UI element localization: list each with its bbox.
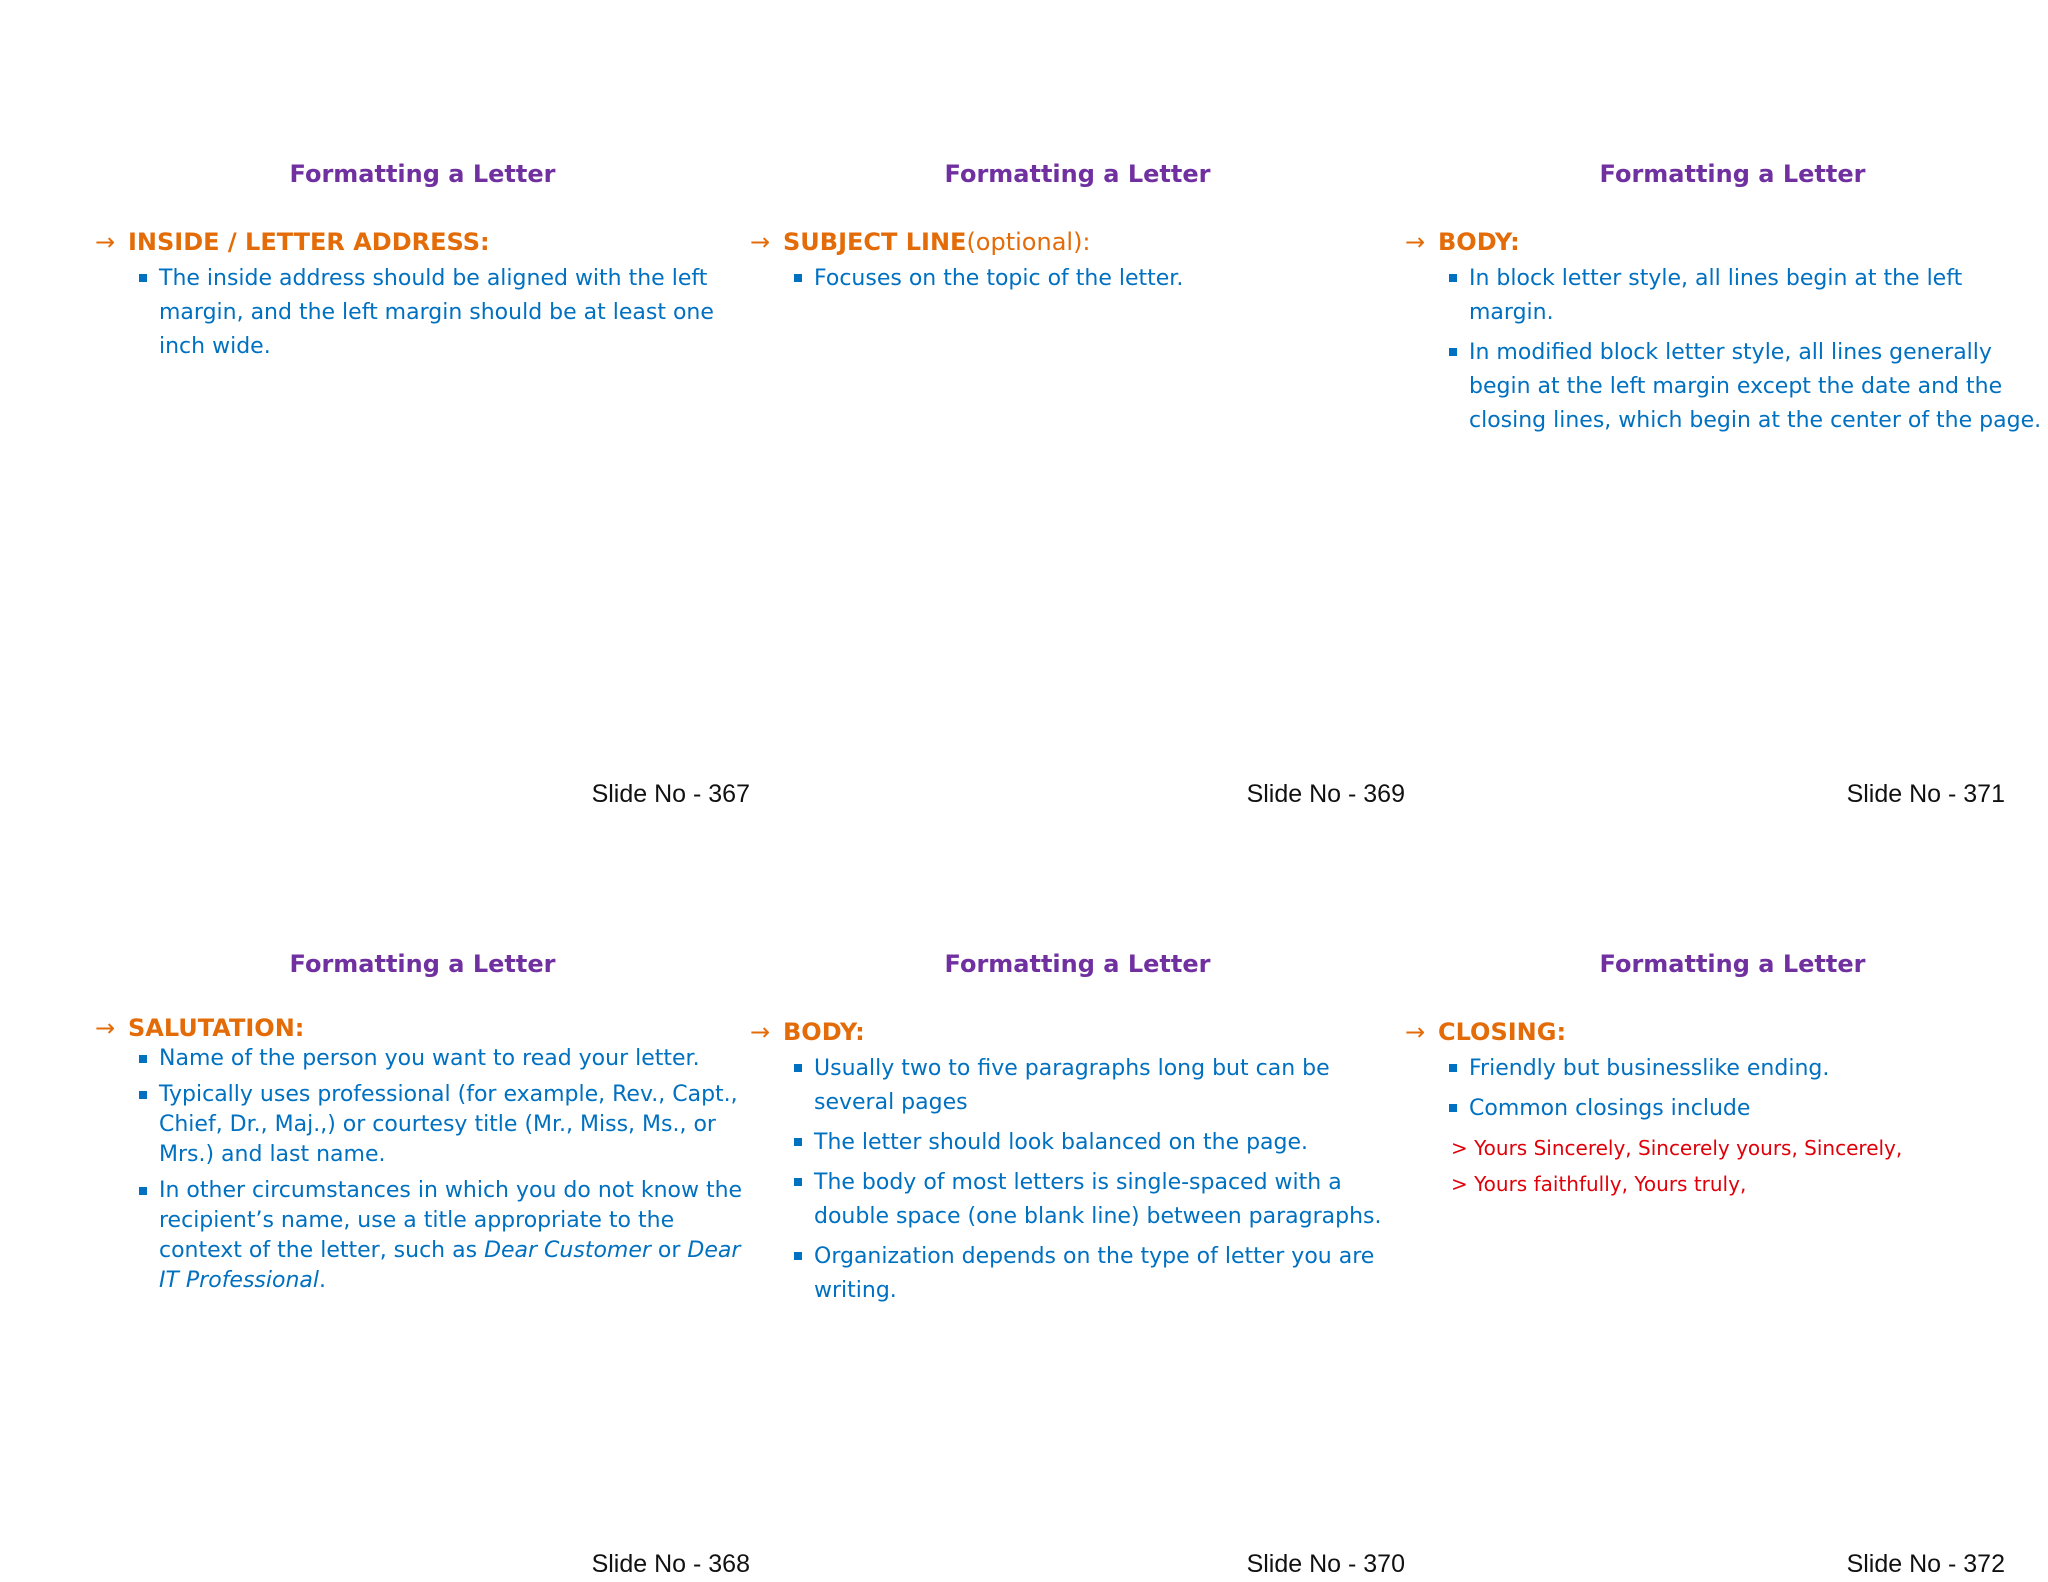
slide-section xyxy=(750,228,1405,296)
bullet-text: Common closings include xyxy=(1469,1096,1751,1121)
slide-section xyxy=(1405,1018,2045,1202)
slide-number: Slide No - 372 xyxy=(1846,1550,2005,1578)
bullet-item xyxy=(794,1240,1405,1308)
slide-number: Slide No - 371 xyxy=(1846,780,2005,808)
square-bullet-icon xyxy=(139,1187,147,1195)
bullet-text xyxy=(159,1178,742,1293)
square-bullet-icon xyxy=(139,274,147,282)
square-bullet-icon xyxy=(1449,1064,1457,1072)
slide-title: Formatting a Letter xyxy=(944,160,1211,188)
bullet-item xyxy=(1449,336,2045,438)
bullet-text: In modified block letter style, all lines generally begin at the left margin except the date and the closing lines, which begin at the center of the page. xyxy=(1469,340,2042,433)
section-heading-label: SUBJECT LINE xyxy=(783,228,967,256)
square-bullet-icon xyxy=(1449,348,1457,356)
bullet-text-part: In other circumstances in which you do not know the recipient’s name, use a title appropriate to the context of the letter, such as xyxy=(159,1178,743,1263)
square-bullet-icon xyxy=(794,1178,802,1186)
section-heading xyxy=(750,1018,1405,1046)
bullet-text: Organization depends on the type of letter you are writing. xyxy=(814,1244,1375,1303)
square-bullet-icon xyxy=(1449,1104,1457,1112)
right-arrow-icon: → xyxy=(750,1018,771,1046)
bullet-item xyxy=(1449,1052,2045,1086)
bullet-text: The letter should look balanced on the page. xyxy=(814,1130,1309,1155)
slide-number: Slide No - 370 xyxy=(1246,1550,1405,1578)
bullet-item xyxy=(794,1166,1405,1234)
right-arrow-icon: → xyxy=(95,1014,116,1042)
section-heading-label: BODY: xyxy=(783,1018,865,1046)
bullet-text: The body of most letters is single-spaced with a double space (one blank line) between paragraphs. xyxy=(814,1170,1382,1229)
right-arrow-icon: → xyxy=(1405,1018,1426,1046)
bullet-list xyxy=(750,262,1405,296)
bullet-item xyxy=(1449,1092,2045,1126)
slide-title: Formatting a Letter xyxy=(1599,160,1866,188)
section-heading-label: CLOSING: xyxy=(1438,1018,1567,1046)
slide-section xyxy=(95,1014,750,1296)
slide-372 xyxy=(1405,810,2045,1578)
section-heading xyxy=(95,228,750,256)
slide-371 xyxy=(1405,20,2045,808)
section-heading-label: SALUTATION: xyxy=(128,1014,305,1042)
slide-367 xyxy=(95,20,750,808)
bullet-list xyxy=(750,1052,1405,1308)
slide-number: Slide No - 368 xyxy=(591,1550,750,1578)
section-heading-suffix: (optional): xyxy=(966,228,1091,256)
square-bullet-icon xyxy=(794,1064,802,1072)
square-bullet-icon xyxy=(1449,274,1457,282)
sub-item: > Yours faithfully, Yours truly, xyxy=(1451,1172,1747,1196)
bullet-text: In block letter style, all lines begin at the left margin. xyxy=(1469,266,1963,325)
slide-section xyxy=(1405,228,2045,438)
section-heading xyxy=(1405,1018,2045,1046)
section-heading xyxy=(95,1014,750,1042)
bullet-list xyxy=(1405,1052,2045,1126)
bullet-item xyxy=(139,1080,750,1170)
bullet-text-part: or xyxy=(650,1238,688,1263)
bullet-text-italic: Dear Customer xyxy=(484,1238,651,1263)
section-heading xyxy=(1405,228,2045,256)
sub-item: > Yours Sincerely, Sincerely yours, Sincerely, xyxy=(1451,1136,1903,1160)
slide-370 xyxy=(750,810,1405,1578)
bullet-text: The inside address should be aligned with the left margin, and the left margin should be at least one inch wide. xyxy=(159,266,714,359)
right-arrow-icon: → xyxy=(95,228,116,256)
bullet-item xyxy=(794,1052,1405,1120)
right-arrow-icon: → xyxy=(1405,228,1426,256)
right-arrow-icon: → xyxy=(750,228,771,256)
sub-item-list xyxy=(1405,1130,2045,1202)
bullet-item xyxy=(139,1044,750,1074)
bullet-item xyxy=(139,262,750,364)
slide-number: Slide No - 367 xyxy=(591,780,750,808)
bullet-item xyxy=(794,1126,1405,1160)
slide-title: Formatting a Letter xyxy=(289,950,556,978)
slide-368 xyxy=(95,810,750,1578)
bullet-text: Typically uses professional (for example, Rev., Capt., Chief, Dr., Maj.,) or courtesy title (Mr., Miss, Ms., or Mrs.) and last name. xyxy=(159,1082,738,1167)
section-heading-label: INSIDE / LETTER ADDRESS: xyxy=(128,228,490,256)
square-bullet-icon xyxy=(794,1138,802,1146)
square-bullet-icon xyxy=(794,274,802,282)
slide-title: Formatting a Letter xyxy=(289,160,556,188)
bullet-item xyxy=(139,1176,750,1296)
bullet-text: Friendly but businesslike ending. xyxy=(1469,1056,1830,1081)
bullet-item xyxy=(794,262,1405,296)
slide-title: Formatting a Letter xyxy=(1599,950,1866,978)
bullet-text-italic: Dear IT Professional xyxy=(159,1238,741,1293)
bullet-text: Usually two to five paragraphs long but can be several pages xyxy=(814,1056,1330,1115)
bullet-item xyxy=(1449,262,2045,330)
slide-section xyxy=(750,1018,1405,1308)
bullet-text-part: . xyxy=(319,1268,327,1293)
section-heading xyxy=(750,228,1405,256)
slide-section xyxy=(95,228,750,364)
section-heading-label: BODY: xyxy=(1438,228,1520,256)
slide-title: Formatting a Letter xyxy=(944,950,1211,978)
square-bullet-icon xyxy=(794,1252,802,1260)
slide-369 xyxy=(750,20,1405,808)
bullet-text: Focuses on the topic of the letter. xyxy=(814,266,1184,291)
bullet-list xyxy=(95,1044,750,1296)
square-bullet-icon xyxy=(139,1055,147,1063)
square-bullet-icon xyxy=(139,1091,147,1099)
bullet-text: Name of the person you want to read your letter. xyxy=(159,1046,700,1071)
bullet-list xyxy=(95,262,750,364)
bullet-list xyxy=(1405,262,2045,438)
slide-number: Slide No - 369 xyxy=(1246,780,1405,808)
